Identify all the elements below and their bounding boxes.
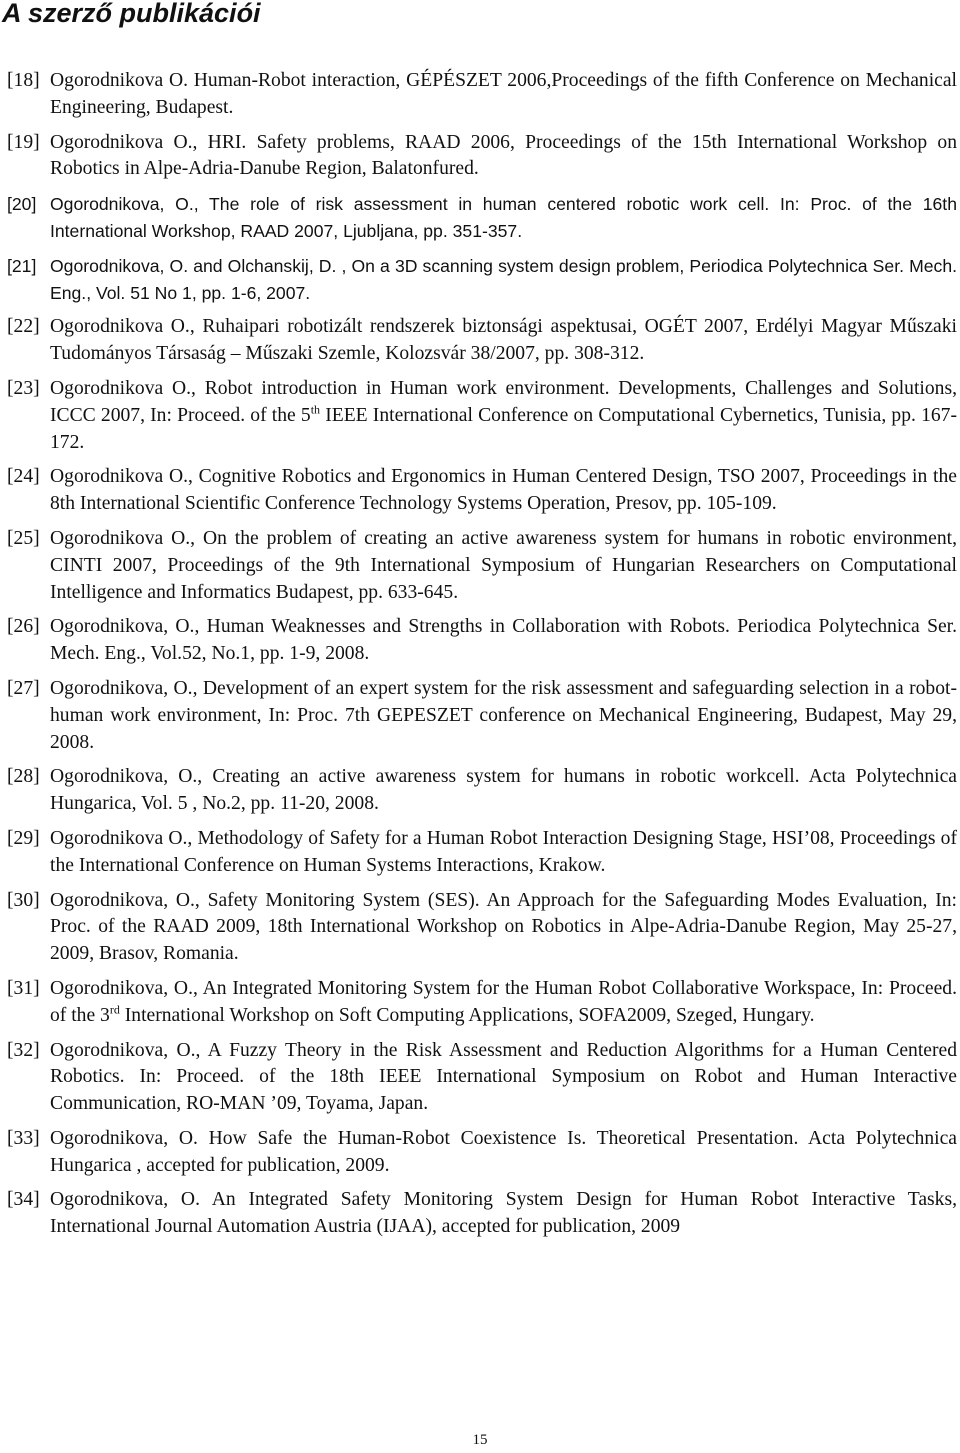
reference-text: Ogorodnikova, O. and Olchanskij, D. , On a 3D scanning system design problem, Periodica Polytechnica Ser. Mech. Eng., Vol. 51 No 1, pp. 1-6, 2007. [50, 255, 957, 303]
reference-number: [34] [7, 1189, 40, 1211]
reference-text [50, 976, 957, 1030]
reference-item [7, 191, 957, 245]
reference-text: Ogorodnikova O., Ruhaipari robotizált rendszerek biztonsági aspektusai, OGÉT 2007, Erdélyi Magyar Műszaki Tudományos Társaság – Műszaki Szemle, Kolozsvár 38/2007, pp. 308-312. [50, 316, 957, 365]
reference-number: [28] [7, 766, 40, 788]
reference-number: [26] [7, 616, 40, 638]
page-title: A szerző publikációi [2, 0, 261, 28]
reference-item [7, 1187, 957, 1241]
reference-text: Ogorodnikova O., On the problem of creating an active awareness system for humans in robotic environment, CINTI 2007, Proceedings of the 9th International Symposium of Hungarian Researchers on Computational Intelligence and Informatics Budapest, pp. 633-645. [50, 527, 957, 603]
reference-item [7, 526, 957, 606]
reference-number: [22] [7, 316, 40, 338]
superscript: rd [109, 1002, 120, 1017]
reference-number: [24] [7, 466, 40, 488]
reference-text: Ogorodnikova, O., Human Weaknesses and Strengths in Collaboration with Robots. Periodica Polytechnica Ser. Mech. Eng., Vol.52, No.1, pp. 1-9, 2008. [50, 616, 957, 665]
reference-item [7, 253, 957, 307]
reference-item [7, 314, 957, 368]
reference-list [7, 68, 957, 1249]
reference-text: Ogorodnikova, O. How Safe the Human-Robot Coexistence Is. Theoretical Presentation. Acta Polytechnica Hungarica , accepted for publication, 2009. [50, 1127, 957, 1176]
reference-number: [29] [7, 827, 40, 849]
reference-text: Ogorodnikova, O., A Fuzzy Theory in the Risk Assessment and Reduction Algorithms for a Human Centered Robotics. In: Proceed. of the 18th IEEE International Symposium on Robot and Human Interactive Communication, RO-MAN ’09, Toyama, Japan. [50, 1039, 957, 1115]
reference-item [7, 464, 957, 518]
reference-item [7, 676, 957, 756]
reference-item [7, 826, 957, 880]
reference-number: [20] [7, 194, 37, 215]
reference-text: Ogorodnikova O., Cognitive Robotics and Ergonomics in Human Centered Design, TSO 2007, Proceedings in the 8th International Scientific Conference Technology Systems Operation, Presov, pp. 105-109. [50, 466, 957, 515]
reference-number: [18] [7, 70, 40, 91]
reference-text-part: Ogorodnikova, O., An Integrated Monitoring System for the Human Robot Collaborative Workspace, In: Proceed. of the 3 [50, 977, 957, 1026]
reference-text: Ogorodnikova, O., Creating an active awareness system for humans in robotic workcell. Acta Polytechnica Hungarica, Vol. 5 , No.2, pp. 11-20, 2008. [50, 766, 957, 815]
reference-text: Ogorodnikova, O., Safety Monitoring System (SES). An Approach for the Safeguarding Modes Evaluation, In: Proc. of the RAAD 2009, 18th International Workshop on Robotics in Alpe-Adria-Danube Region, May 25-27, 2009, Brasov, Romania. [50, 889, 957, 965]
reference-number: [21] [7, 255, 37, 276]
reference-text: Ogorodnikova, O., Development of an expert system for the risk assessment and safeguarding selection in a robot-human work environment, In: Proc. 7th GEPESZET conference on Mechanical Engineering, Budapest, May 29, 2008. [50, 677, 957, 753]
reference-number: [31] [7, 977, 40, 999]
page-number: 15 [472, 1432, 488, 1448]
reference-item [7, 68, 957, 122]
reference-text-part: IEEE International Conference on Computational Cybernetics, Tunisia, pp. 167-172. [50, 404, 957, 453]
reference-item [7, 130, 957, 184]
reference-text-part: Ogorodnikova O., Robot introduction in Human work environment. Developments, Challenges and Solutions, ICCC 2007, In: Proceed. of the 5 [50, 377, 957, 426]
reference-text: Ogorodnikova O., Methodology of Safety for a Human Robot Interaction Designing Stage, HSI’08, Proceedings of the International Conference on Human Systems Interactions, Krakow. [50, 827, 957, 876]
reference-item [7, 1126, 957, 1180]
reference-text: Ogorodnikova, O. An Integrated Safety Monitoring System Design for Human Robot Interactive Tasks, International Journal Automation Austria (IJAA), accepted for publication, 2009 [50, 1189, 957, 1238]
reference-number: [19] [7, 131, 40, 153]
reference-item [7, 764, 957, 818]
reference-text-part: International Workshop on Soft Computing Applications, SOFA2009, Szeged, Hungary. [119, 1004, 815, 1026]
reference-item [7, 976, 957, 1030]
reference-text: Ogorodnikova, O., The role of risk assessment in human centered robotic work cell. In: Proc. of the 16th International Workshop, RAAD 2007, Ljubljana, pp. 351-357. [50, 194, 957, 241]
reference-number: [30] [7, 889, 40, 911]
reference-item [7, 1038, 957, 1118]
reference-item [7, 614, 957, 668]
reference-number: [27] [7, 677, 40, 699]
reference-number: [32] [7, 1039, 40, 1061]
reference-text: Ogorodnikova O. Human-Robot interaction, GÉPÉSZET 2006,Proceedings of the fifth Conference on Mechanical Engineering, Budapest. [50, 70, 957, 118]
reference-item [7, 888, 957, 968]
reference-text: Ogorodnikova O., HRI. Safety problems, RAAD 2006, Proceedings of the 15th International Workshop on Robotics in Alpe-Adria-Danube Region, Balatonfured. [50, 131, 957, 180]
reference-number: [25] [7, 527, 40, 549]
superscript: th [310, 402, 321, 417]
reference-number: [33] [7, 1127, 40, 1149]
reference-text [50, 376, 957, 456]
reference-item [7, 376, 957, 456]
reference-number: [23] [7, 377, 40, 399]
